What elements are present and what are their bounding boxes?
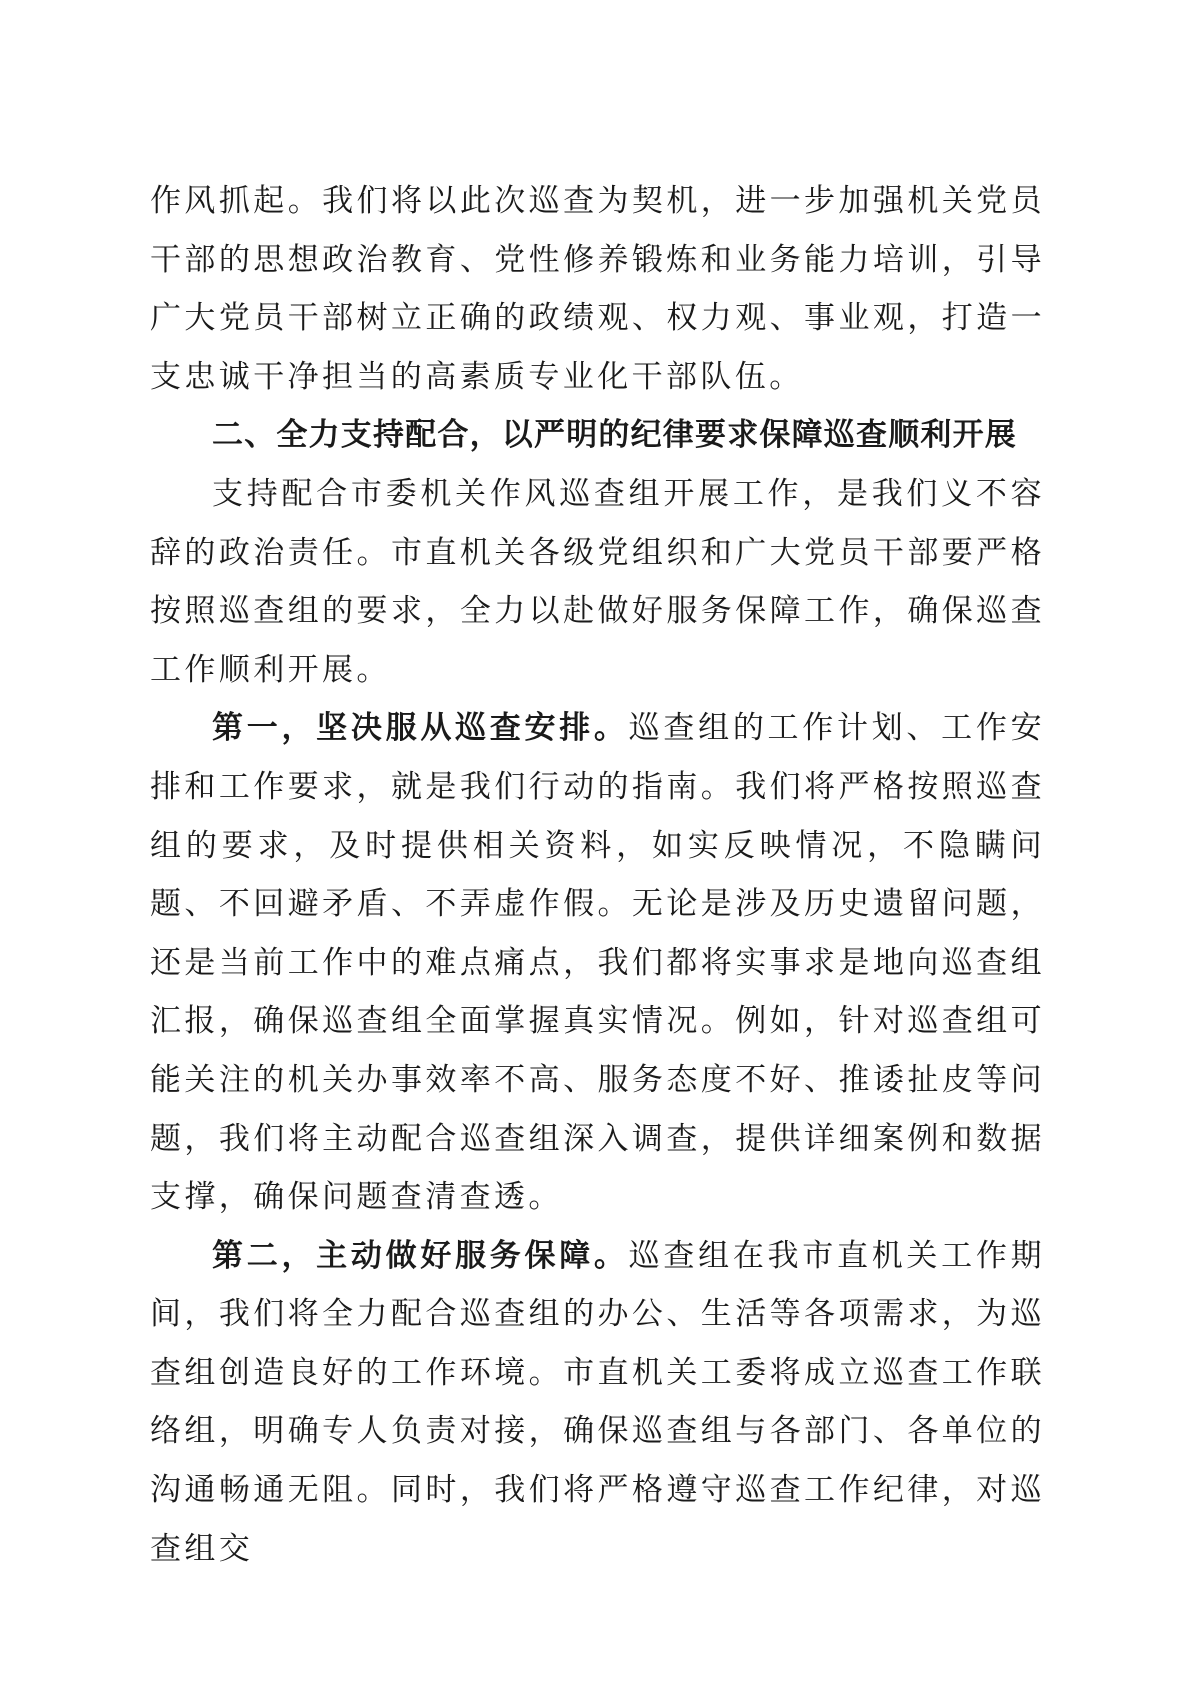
paragraph-second-body: 巡查组在我市直机关工作期间，我们将全力配合巡查组的办公、生活等各项需求，为巡查组创造良好的工作环境。市直机关工委将成立巡查工作联络组，明确专人负责对接，确保巡查组与各部门、各单位的沟通畅通无阻。同时，我们将严格遵守巡查工作纪律，对巡查组交: [150, 1237, 1045, 1567]
paragraph-continuation: 作风抓起。我们将以此次巡查为契机，进一步加强机关党员干部的思想政治教育、党性修养锻炼和业务能力培训，引导广大党员干部树立正确的政绩观、权力观、事业观，打造一支忠诚干净担当的高素质专业化干部队伍。: [150, 183, 1045, 395]
paragraph-second-lead: 第二，主动做好服务保障。: [212, 1237, 629, 1274]
paragraph-first-body: 巡查组的工作计划、工作安排和工作要求，就是我们行动的指南。我们将严格按照巡查组的要求，及时提供相关资料，如实反映情况，不隐瞒问题、不回避矛盾、不弄虚作假。无论是涉及历史遗留问题，还是当前工作中的难点痛点，我们都将实事求是地向巡查组汇报，确保巡查组全面掌握真实情况。例如，针对巡查组可能关注的机关办事效率不高、服务态度不好、推诿扯皮等问题，我们将主动配合巡查组深入调查，提供详细案例和数据支撑，确保问题查清查透。: [150, 710, 1045, 1216]
paragraph-intro: 支持配合市委机关作风巡查组开展工作，是我们义不容辞的政治责任。市直机关各级党组织和广大党员干部要严格按照巡查组的要求，全力以赴做好服务保障工作，确保巡查工作顺利开展。: [150, 475, 1045, 688]
paragraph-first-lead: 第一，坚决服从巡查安排。: [212, 710, 629, 747]
section-heading: 二、全力支持配合，以严明的纪律要求保障巡查顺利开展: [212, 417, 1017, 454]
paragraph-second: [150, 1227, 1045, 1579]
paragraph-first: [150, 699, 1045, 1226]
document-page: [150, 172, 1045, 1578]
